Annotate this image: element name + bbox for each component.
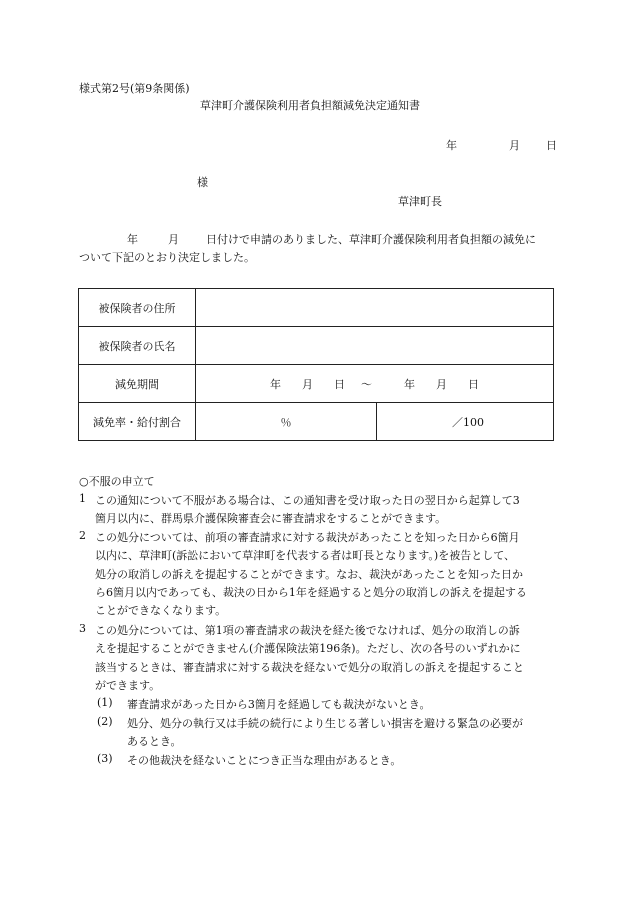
document-title: 草津町介護保険利用者負担額減免決定通知書 <box>200 99 420 112</box>
appeal-item-line: ことができなくなります。 <box>95 604 227 617</box>
addressee: 様 <box>197 176 208 189</box>
period-row <box>79 365 554 403</box>
issue-date <box>446 137 557 153</box>
rate-ratio-field[interactable] <box>377 403 554 441</box>
appeal-item-line: 以内に、草津町(訴訟において草津町を代表する者は町長となります。)を被告として、 <box>95 549 515 562</box>
address-row <box>79 289 554 327</box>
period-start-month: 月 <box>302 377 313 391</box>
appeal-subitem-line: 処分、処分の執行又は手続の続行により生じる著しい損害を避ける緊急の必要が <box>127 717 523 730</box>
period-field[interactable] <box>196 365 554 403</box>
address-label: 被保険者の住所 <box>79 289 196 327</box>
period-tilde: ～ <box>361 377 372 391</box>
rate-percent: ％ <box>280 415 292 429</box>
appeal-item-number: 1 <box>79 492 86 505</box>
appeal-item-line: この通知について不服がある場合は、この通知書を受け取った日の翌日から起算して3 <box>95 494 520 507</box>
date-day: 日 <box>546 139 557 152</box>
period-end-day: 日 <box>468 377 479 391</box>
appeal-item-number: 2 <box>79 529 86 542</box>
appeal-subitem-line: あるとき。 <box>127 735 182 748</box>
appeal-item-line: ができます。 <box>95 679 161 692</box>
period-start-day: 日 <box>334 377 345 391</box>
info-table <box>78 288 554 441</box>
appeal-subitem-line: 審査請求があった日から3箇月を経過しても裁決がないとき。 <box>127 698 431 711</box>
name-label: 被保険者の氏名 <box>79 327 196 365</box>
appeal-item-line: 処分の取消しの訴えを提起することができます。なお、裁決があったことを知った日か <box>95 568 524 581</box>
period-end-month: 月 <box>436 377 447 391</box>
appeal-item-number: 3 <box>79 622 86 635</box>
rate-row <box>79 403 554 441</box>
intro-text: 日付けで申請のありました、草津町介護保険利用者負担額の減免に <box>206 233 536 246</box>
appeal-item-line: 箇月以内に、群馬県介護保険審査会に審査請求をすることができます。 <box>95 512 447 525</box>
name-row <box>79 327 554 365</box>
period-end-year: 年 <box>404 377 415 391</box>
form-number: 様式第2号(第9条関係) <box>79 82 190 95</box>
issuer: 草津町長 <box>398 195 442 208</box>
period-start-year: 年 <box>270 377 281 391</box>
date-month: 月 <box>509 139 520 152</box>
name-field[interactable] <box>196 327 554 365</box>
appeal-subitem-line: その他裁決を経ないことにつき正当な理由があるとき。 <box>127 754 402 767</box>
rate-ratio: ／100 <box>452 415 484 429</box>
appeal-subitem-number: (2) <box>97 715 113 728</box>
intro-year: 年 <box>127 233 138 246</box>
period-label: 減免期間 <box>79 365 196 403</box>
address-field[interactable] <box>196 289 554 327</box>
intro-month: 月 <box>168 233 179 246</box>
appeal-subitem-number: (1) <box>97 696 113 709</box>
appeal-item-line: えを提起することができません(介護保険法第196条)。ただし、次の各号のいずれかに <box>95 642 521 655</box>
rate-percent-field[interactable] <box>196 403 377 441</box>
date-year: 年 <box>446 139 457 152</box>
appeal-item-line: 該当するときは、審査請求に対する裁決を経ないで処分の取消しの訴えを提起すること <box>95 661 524 674</box>
appeal-item-line: この処分については、第1項の審査請求の裁決を経た後でなければ、処分の取消しの訴 <box>95 624 520 637</box>
intro-line-1 <box>127 231 536 247</box>
appeal-item-line: ら6箇月以内であっても、裁決の日から1年を経過すると処分の取消しの訴えを提起する <box>95 586 527 599</box>
appeal-heading: ○不服の申立て <box>79 475 155 488</box>
appeal-subitem-number: (3) <box>97 752 113 765</box>
intro-line-2: ついて下記のとおり決定しました。 <box>79 251 255 264</box>
appeal-item-line: この処分については、前項の審査請求に対する裁決があったことを知った日から6箇月 <box>95 531 520 544</box>
rate-label: 減免率・給付割合 <box>79 403 196 441</box>
